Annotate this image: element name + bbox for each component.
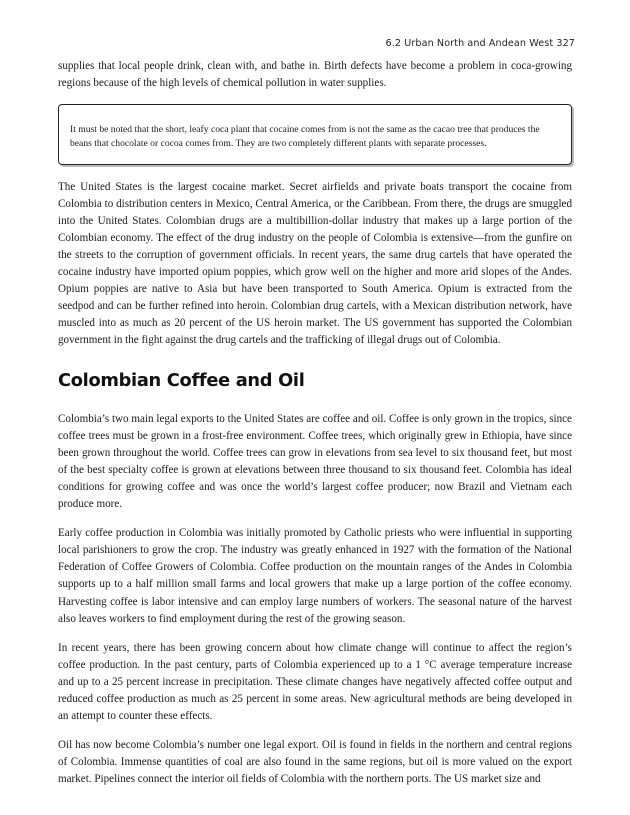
cocaine-market-paragraph: The United States is the largest cocaine market. Secret airfields and private boats transport the cocaine from Colombia to distribution centers in Mexico, Central America, or the Caribbean. From there, the drugs are smuggled into the United States. Colombian drugs are a multibillion-dollar industry that makes up a large portion of the Colombian economy. The effect of the drug industry on the people of Colombia is extensive—from the gunfire on the streets to the corruption of government officials. In recent years, the same drug cartels that have operated the cocaine industry have imported opium poppies, which grow well on the higher and more arid slopes of the Andes. Opium poppies are native to Asia but have been transported to South America. Opium is extracted from the seedpod and can be further refined into heroin. Colombian drug cartels, with a Mexican distribution network, have muscled into as much as 20 percent of the US heroin market. The US government has supported the Colombian government in the fight against the drug cartels and the trafficking of illegal drugs out of Colombia. (58, 180, 572, 347)
intro-fragment-paragraph: supplies that local people drink, clean with, and bathe in. Birth defects have become a problem in coca-growing regions because of the high levels of chemical pollution in water supplies. (58, 60, 572, 90)
page-content (58, 58, 572, 801)
early-coffee-paragraph: Early coffee production in Colombia was initially promoted by Catholic priests who were influential in supporting local parishioners to grow the crop. The industry was greatly enhanced in 1927 with the formation of the National Federation of Coffee Growers of Colombia. Coffee production on the mountain ranges of the Andes in Colombia supports up to a half million small farms and local growers that make up a large portion of the coffee economy. Harvesting coffee is labor intensive and can employ large numbers of workers. The seasonal nature of the harvest also leaves workers to find employment during the rest of the growing season. (58, 527, 572, 625)
climate-paragraph: In recent years, there has been growing concern about how climate change will continue to affect the region’s coffee production. In the past century, parts of Colombia experienced up to a 1 °C average temperature increase and up to a 25 percent increase in precipitation. These climate changes have negatively affected coffee output and reduced coffee production as much as 25 percent in some areas. New agricultural methods are being developed in an attempt to counter these effects. (58, 641, 572, 723)
running-head: 6.2 Urban North and Andean West 327 (385, 38, 575, 49)
exports-paragraph: Colombia’s two main legal exports to the United States are coffee and oil. Coffee is only grown in the tropics, since coffee trees must be grown in a frost-free environment. Coffee trees, which originally grew in Ethiopia, have since been grown throughout the world. Coffee trees can grow in elevations from sea level to six thousand feet, but most of the best specialty coffee is grown at elevations between three thousand to six thousand feet. Colombia has ideal conditions for growing coffee and was once the world’s largest coffee producer; now Brazil and Vietnam each produce more. (58, 412, 572, 511)
oil-paragraph: Oil has now become Colombia’s number one legal export. Oil is found in fields in the northern and central regions of Colombia. Immense quantities of coal are also found in the same regions, but oil is more valued on the export market. Pipelines connect the interior oil fields of Colombia with the northern ports. The US market size and (58, 739, 572, 786)
note-box: It must be noted that the short, leafy coca plant that cocaine comes from is not the same as the cacao tree that produces the beans that chocolate or cocoa comes from. They are two completely different plants with separate processes. (58, 104, 572, 164)
section-heading: Colombian Coffee and Oil (58, 369, 305, 391)
